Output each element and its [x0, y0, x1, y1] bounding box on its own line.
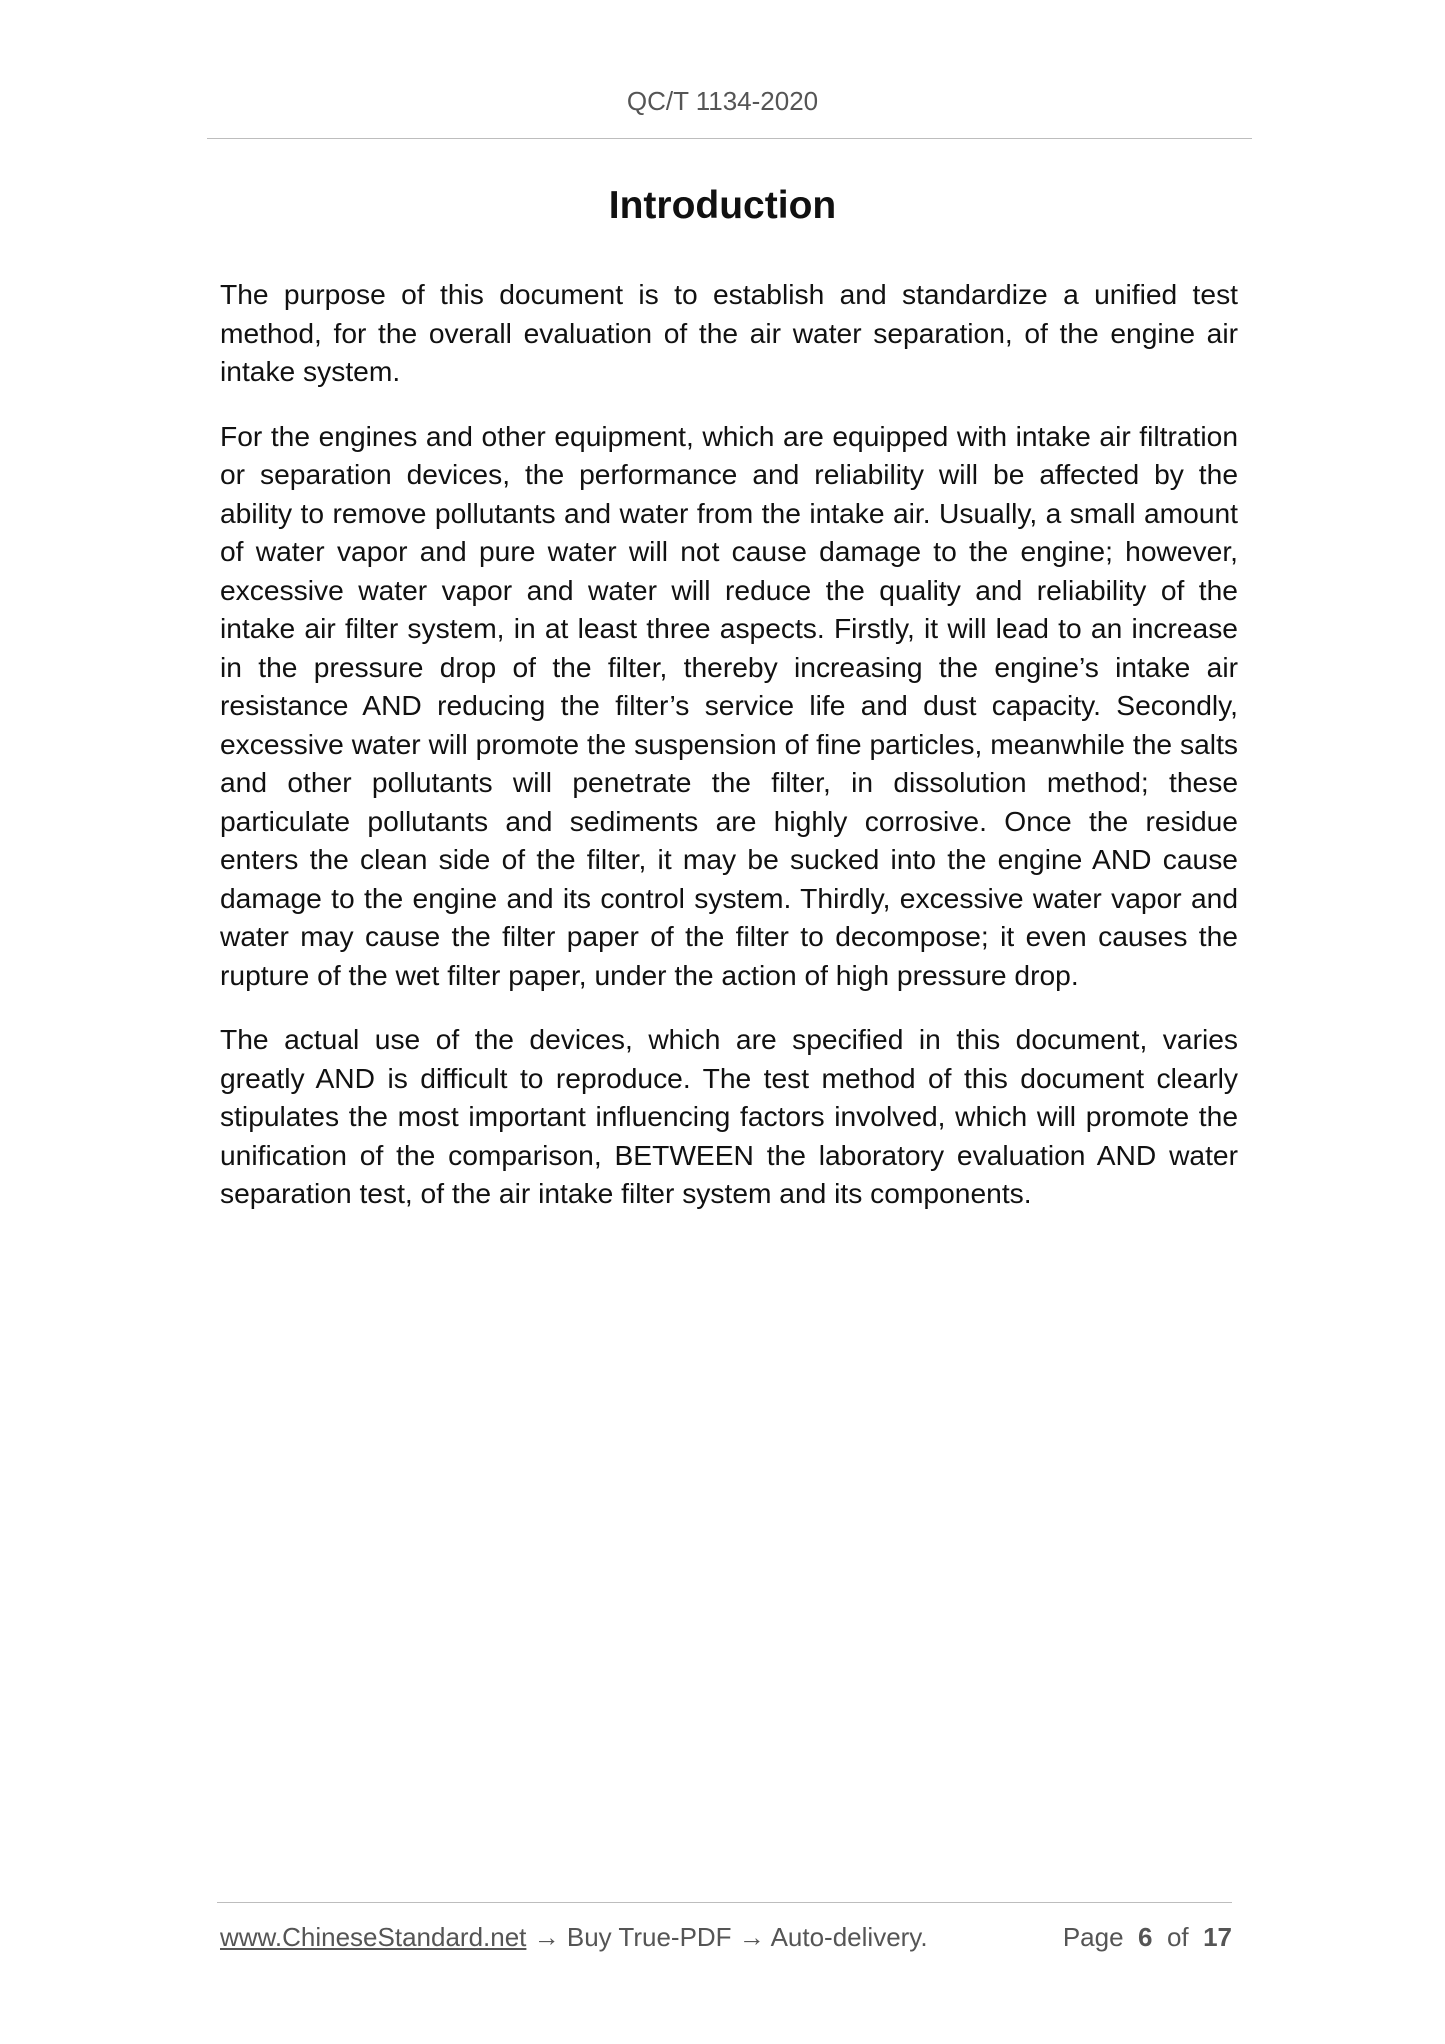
total-page-number: 17 — [1203, 1922, 1232, 1952]
page-label: Page — [1062, 1922, 1124, 1952]
current-page-number: 6 — [1138, 1922, 1153, 1952]
footer-divider — [217, 1902, 1232, 1903]
body-text — [220, 275, 1238, 1239]
header-divider — [207, 138, 1252, 139]
page-counter — [1063, 1922, 1232, 1953]
paragraph-2: For the engines and other equipment, which are equipped with intake air filtration or separation devices, the performance and reliability will be affected by the ability to remove pollutants and water from the intake air. Usually, a small amount of water vapor and pure water will not cause damage to the engine; however, excessive water vapor and water will reduce the quality and reliability of the intake air filter system, in at least three aspects. Firstly, it will lead to an increase in the pressure drop of the filter, thereby increasing the engine’s intake air resistance AND reducing the filter’s service life and dust capacity. Secondly, excessive water will promote the suspension of fine particles, meanwhile the salts and other pollutants will penetrate the filter, in dissolution method; these particulate pollutants and sediments are highly corrosive. Once the residue enters the clean side of the filter, it may be sucked into the engine AND cause damage to the engine and its control system. Thirdly, excessive water vapor and water may cause the filter paper of the filter to decompose; it even causes the rupture of the wet filter paper, under the action of high pressure drop. — [220, 419, 1238, 991]
promo-text: → Buy True-PDF → Auto-delivery. — [526, 1922, 928, 1952]
website-link[interactable]: www.ChineseStandard.net — [220, 1922, 527, 1952]
paragraph-3: The actual use of the devices, which are specified in this document, varies greatly AND is difficult to reproduce. The test method of this document clearly stipulates the most important influencing factors involved, which will promote the unification of the comparison, BETWEEN the laboratory evaluation AND water separation test, of the air intake filter system and its components. — [220, 1023, 1238, 1209]
of-label: of — [1166, 1922, 1189, 1952]
paragraph-1: The purpose of this document is to establish and standardize a unified test method, for the overall evaluation of the air water separation, of the engine air intake system. — [220, 278, 1238, 387]
page-footer — [220, 1922, 1232, 1958]
footer-promo — [220, 1922, 928, 1953]
standard-code: QC/T 1134-2020 — [626, 86, 819, 116]
section-heading: Introduction — [608, 184, 837, 227]
